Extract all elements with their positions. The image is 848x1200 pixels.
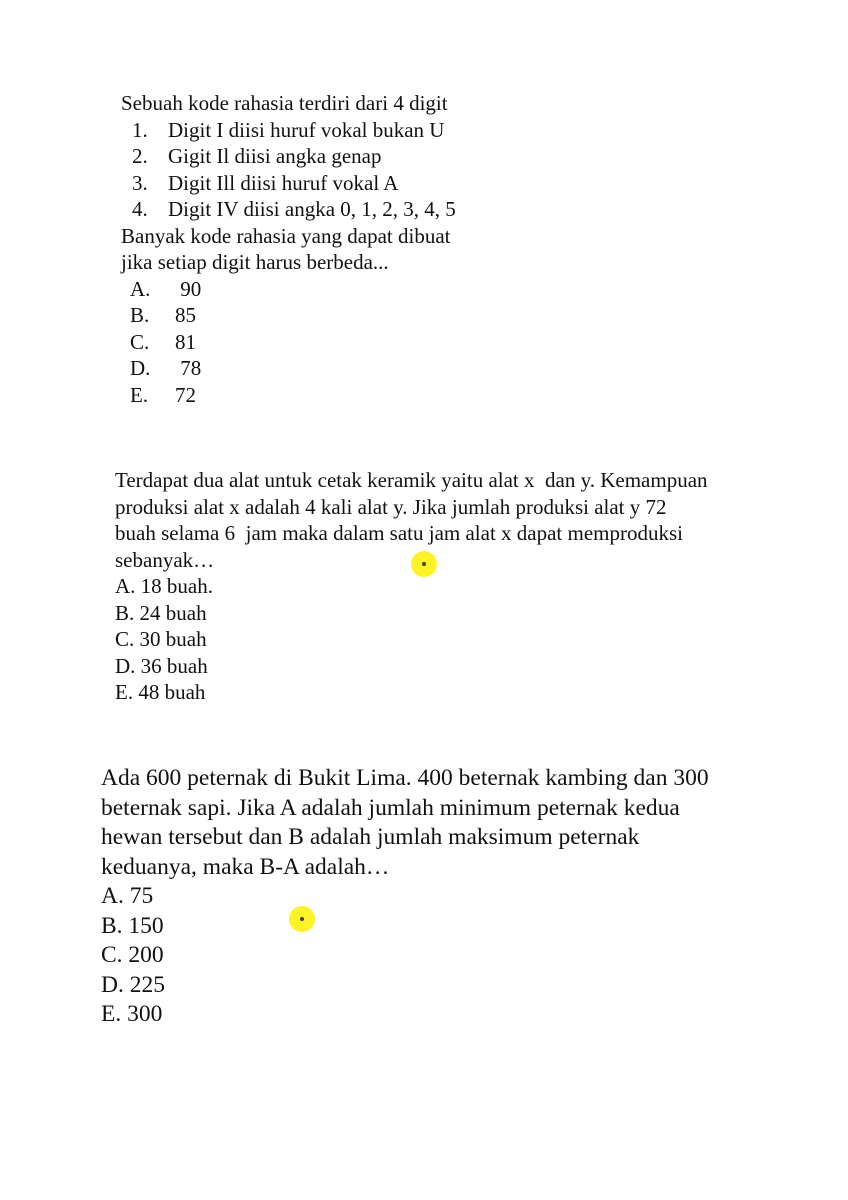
condition-number: 3.	[132, 170, 148, 195]
answer-option-e	[121, 382, 456, 409]
option-letter: B.	[130, 303, 150, 327]
option-letter: C.	[130, 329, 150, 354]
answer-option-d: D. 225	[101, 971, 165, 998]
answer-option-b: B. 24 buah	[115, 600, 207, 625]
condition-number: 2.	[132, 144, 148, 168]
question-3-line: Ada 600 peternak di Bukit Lima. 400 beternak kambing dan 300	[101, 765, 709, 791]
answer-option-b: B. 150	[101, 912, 164, 939]
answer-option-a: A. 75	[101, 883, 154, 909]
answer-option-e: E. 48 buah	[115, 680, 206, 704]
answer-option-a	[121, 276, 456, 303]
option-value: 81	[175, 329, 196, 354]
question-3-line: beternak sapi. Jika A adalah jumlah minimum peternak kedua	[101, 794, 680, 821]
condition-number: 1.	[132, 117, 148, 142]
condition-text: Digit I diisi huruf vokal bukan U	[168, 117, 445, 142]
answer-option-c: C. 30 buah	[115, 627, 207, 651]
question-3-line: hewan tersebut dan B adalah jumlah maksimum peternak	[101, 824, 640, 850]
answer-option-c	[121, 329, 456, 356]
question-1-prompt-line: jika setiap digit harus berbeda...	[121, 250, 389, 274]
condition-number: 4.	[132, 197, 148, 221]
cursor-highlight-icon	[411, 551, 437, 577]
option-letter: E.	[130, 382, 149, 407]
question-1	[121, 90, 456, 408]
condition-item	[121, 117, 456, 144]
answer-option-d: D. 36 buah	[115, 653, 208, 678]
option-value: 90	[175, 276, 202, 301]
option-value: 78	[175, 356, 202, 380]
question-2	[115, 467, 708, 706]
question-1-stem: Sebuah kode rahasia terdiri dari 4 digit	[121, 91, 448, 115]
condition-text: Digit Ill diisi huruf vokal A	[168, 170, 399, 195]
option-value: 72	[175, 382, 196, 407]
answer-option-c: C. 200	[101, 942, 164, 968]
question-2-line: sebanyak…	[115, 547, 215, 572]
option-letter: A.	[130, 276, 151, 301]
condition-item	[121, 143, 456, 170]
answer-option-a: A. 18 buah.	[115, 574, 213, 598]
question-2-line: buah selama 6 jam maka dalam satu jam alat x dapat memproduksi	[115, 521, 683, 545]
condition-text: Gigit Il diisi angka genap	[168, 144, 382, 168]
option-value: 85	[175, 303, 196, 327]
question-3-line: keduanya, maka B-A adalah…	[101, 853, 390, 880]
answer-option-d	[121, 355, 456, 382]
condition-item	[121, 170, 456, 197]
option-letter: D.	[130, 356, 151, 380]
cursor-highlight-icon	[289, 906, 315, 932]
question-1-prompt-line: Banyak kode rahasia yang dapat dibuat	[121, 223, 451, 248]
question-3	[101, 764, 709, 1030]
answer-option-b	[121, 302, 456, 329]
condition-item	[121, 196, 456, 223]
question-2-line: Terdapat dua alat untuk cetak keramik yaitu alat x dan y. Kemampuan	[115, 468, 708, 492]
question-2-line: produksi alat x adalah 4 kali alat y. Jika jumlah produksi alat y 72	[115, 494, 667, 519]
condition-text: Digit IV diisi angka 0, 1, 2, 3, 4, 5	[168, 197, 456, 221]
answer-option-e: E. 300	[101, 1001, 163, 1027]
